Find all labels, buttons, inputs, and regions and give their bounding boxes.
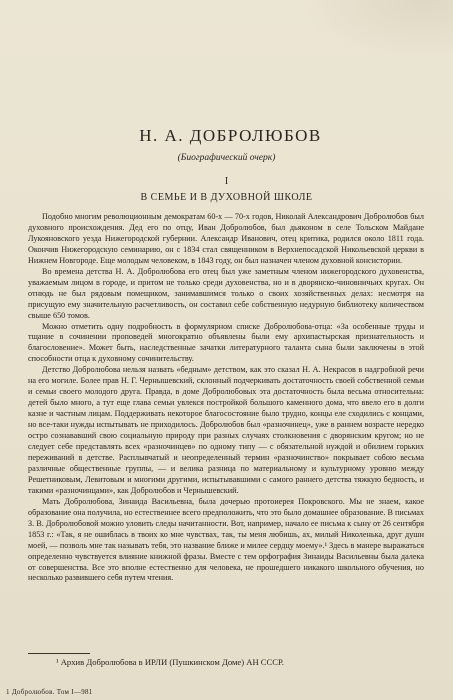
paragraph: Подобно многим революционным демократам 60-х — 70-х годов, Николай Александрович Добролюбов был духовного происхождения. Дед его по отцу, Иван Добролюбов, был дьяконом в селе Тольском Майдане Лукояновского уезда Нижегородской губернии. Александр Иванович, отец критика, родился около 1811 года. Окончив Нижегородскую семинарию, он с 1834 стал священником в Верхнепосадской Никольевской церкви в Нижнем Новгороде. Еще молодым человеком, в 1843 году, он был назначен членом духовной консистории.: [28, 212, 424, 265]
paragraph: Можно отметить одну подробность в формулярном списке Добролюбова-отца: «За особенные труды и тщание в сочинении проповедей многократно объявлены были ему архипастырская признательность и благословение». Может быть, наследственные зачатки литературного таланта сына были заключены в этой способности отца к духовному сочинительству.: [28, 321, 424, 364]
page-subtitle: (Биографический очерк): [177, 153, 276, 163]
page-footer: 1 Добролюбов. Том I—981: [6, 688, 93, 696]
chapter-title: В СЕМЬЕ И В ДУХОВНОЙ ШКОЛЕ: [140, 192, 313, 203]
chapter-number: I: [224, 176, 229, 187]
footnote-divider: [28, 653, 90, 654]
page-title: Н. А. ДОБРОЛЮБОВ: [139, 126, 322, 145]
paper-stain: [300, 0, 453, 60]
paragraph: Мать Добролюбова, Зинаида Васильевна, была дочерью протоиерея Покровского. Мы не знаем, какое образование она получила, но естественнее всего предположить, что это было домашнее образование. В письмах З. В. Добролюбовой можно уловить следы начитанности. Вот, например, начало ее письма к сыну от 26 сентября 1853 г.: «Так, я не ошиблась в твоих ко мне чувствах, так, ты меня любишь, ах, милый Николенька, друг души моей, — позволь мне так называть тебя, это название ближе и милее сердцу моему».¹ Здесь в манере выражаться определенно чувствуется влияние книжной фразы. Вместе с тем орфография Зинаиды Васильевны была далека от совершенства. Все это вполне естественно для человека, не прошедшего никакого школьного обучения, но несколько развившего себя путем чтения.: [28, 496, 424, 583]
paragraph: Детство Добролюбова нельзя назвать «бедным» детством, как это сказал Н. А. Некрасов в надгробной речи на его могиле. Более прав Н. Г. Чернышевский, склонный подчеркивать достаточность своей собственной семьи и семьи своего молодого друга. Правда, в доме Добролюбовых эта достаточность была весьма относительна: детей было много, а тут еще глава семьи увлекся постройкой большого каменного дома, что ввело его в долги казне и частным лицам. Поддерживать некоторое благосостояние было трудно, концы еле сходились с концами, но все-таки нужды испытывать не приходилось. Добролюбов был «разночинец», уже в раннем возрасте нередко остро сознававший свою социальную природу при разных случаях столкновения с дворянским кругом; но не следует себе представлять всех «разночинцев» по одному типу — с обязательной нуждой и обилием горьких переживаний в детстве. Расплывчатый и неопределенный термин «разночинство» покрывает собою весьма различные общественные группы, — и велика разница по материальному и культурному уровню между Решетниковым, Левитовым и многими другими, испытывавшими с самого раннего детства тяжкую бедность, и такими «разночинцами», как Добролюбов и Чернышевский.: [28, 365, 424, 495]
body-text: [28, 212, 424, 584]
footnote: ¹ Архив Добролюбова в ИРЛИ (Пушкинском Доме) АН СССР.: [56, 657, 284, 667]
paragraph: Во времена детства Н. А. Добролюбова его отец был уже заметным членом нижегородского духовенства, уважаемым лицом в городе, и притом не только среди духовенства, но и в дворянско-чиновничьих кругах. Он отнюдь не был рядовым помещиком, занимавшимся только о своих хозяйственных делах: несмотря на присущую ему значительную расчетливость, он составил себе собственную недурную библиотеку количеством свыше 650 томов.: [28, 266, 424, 320]
